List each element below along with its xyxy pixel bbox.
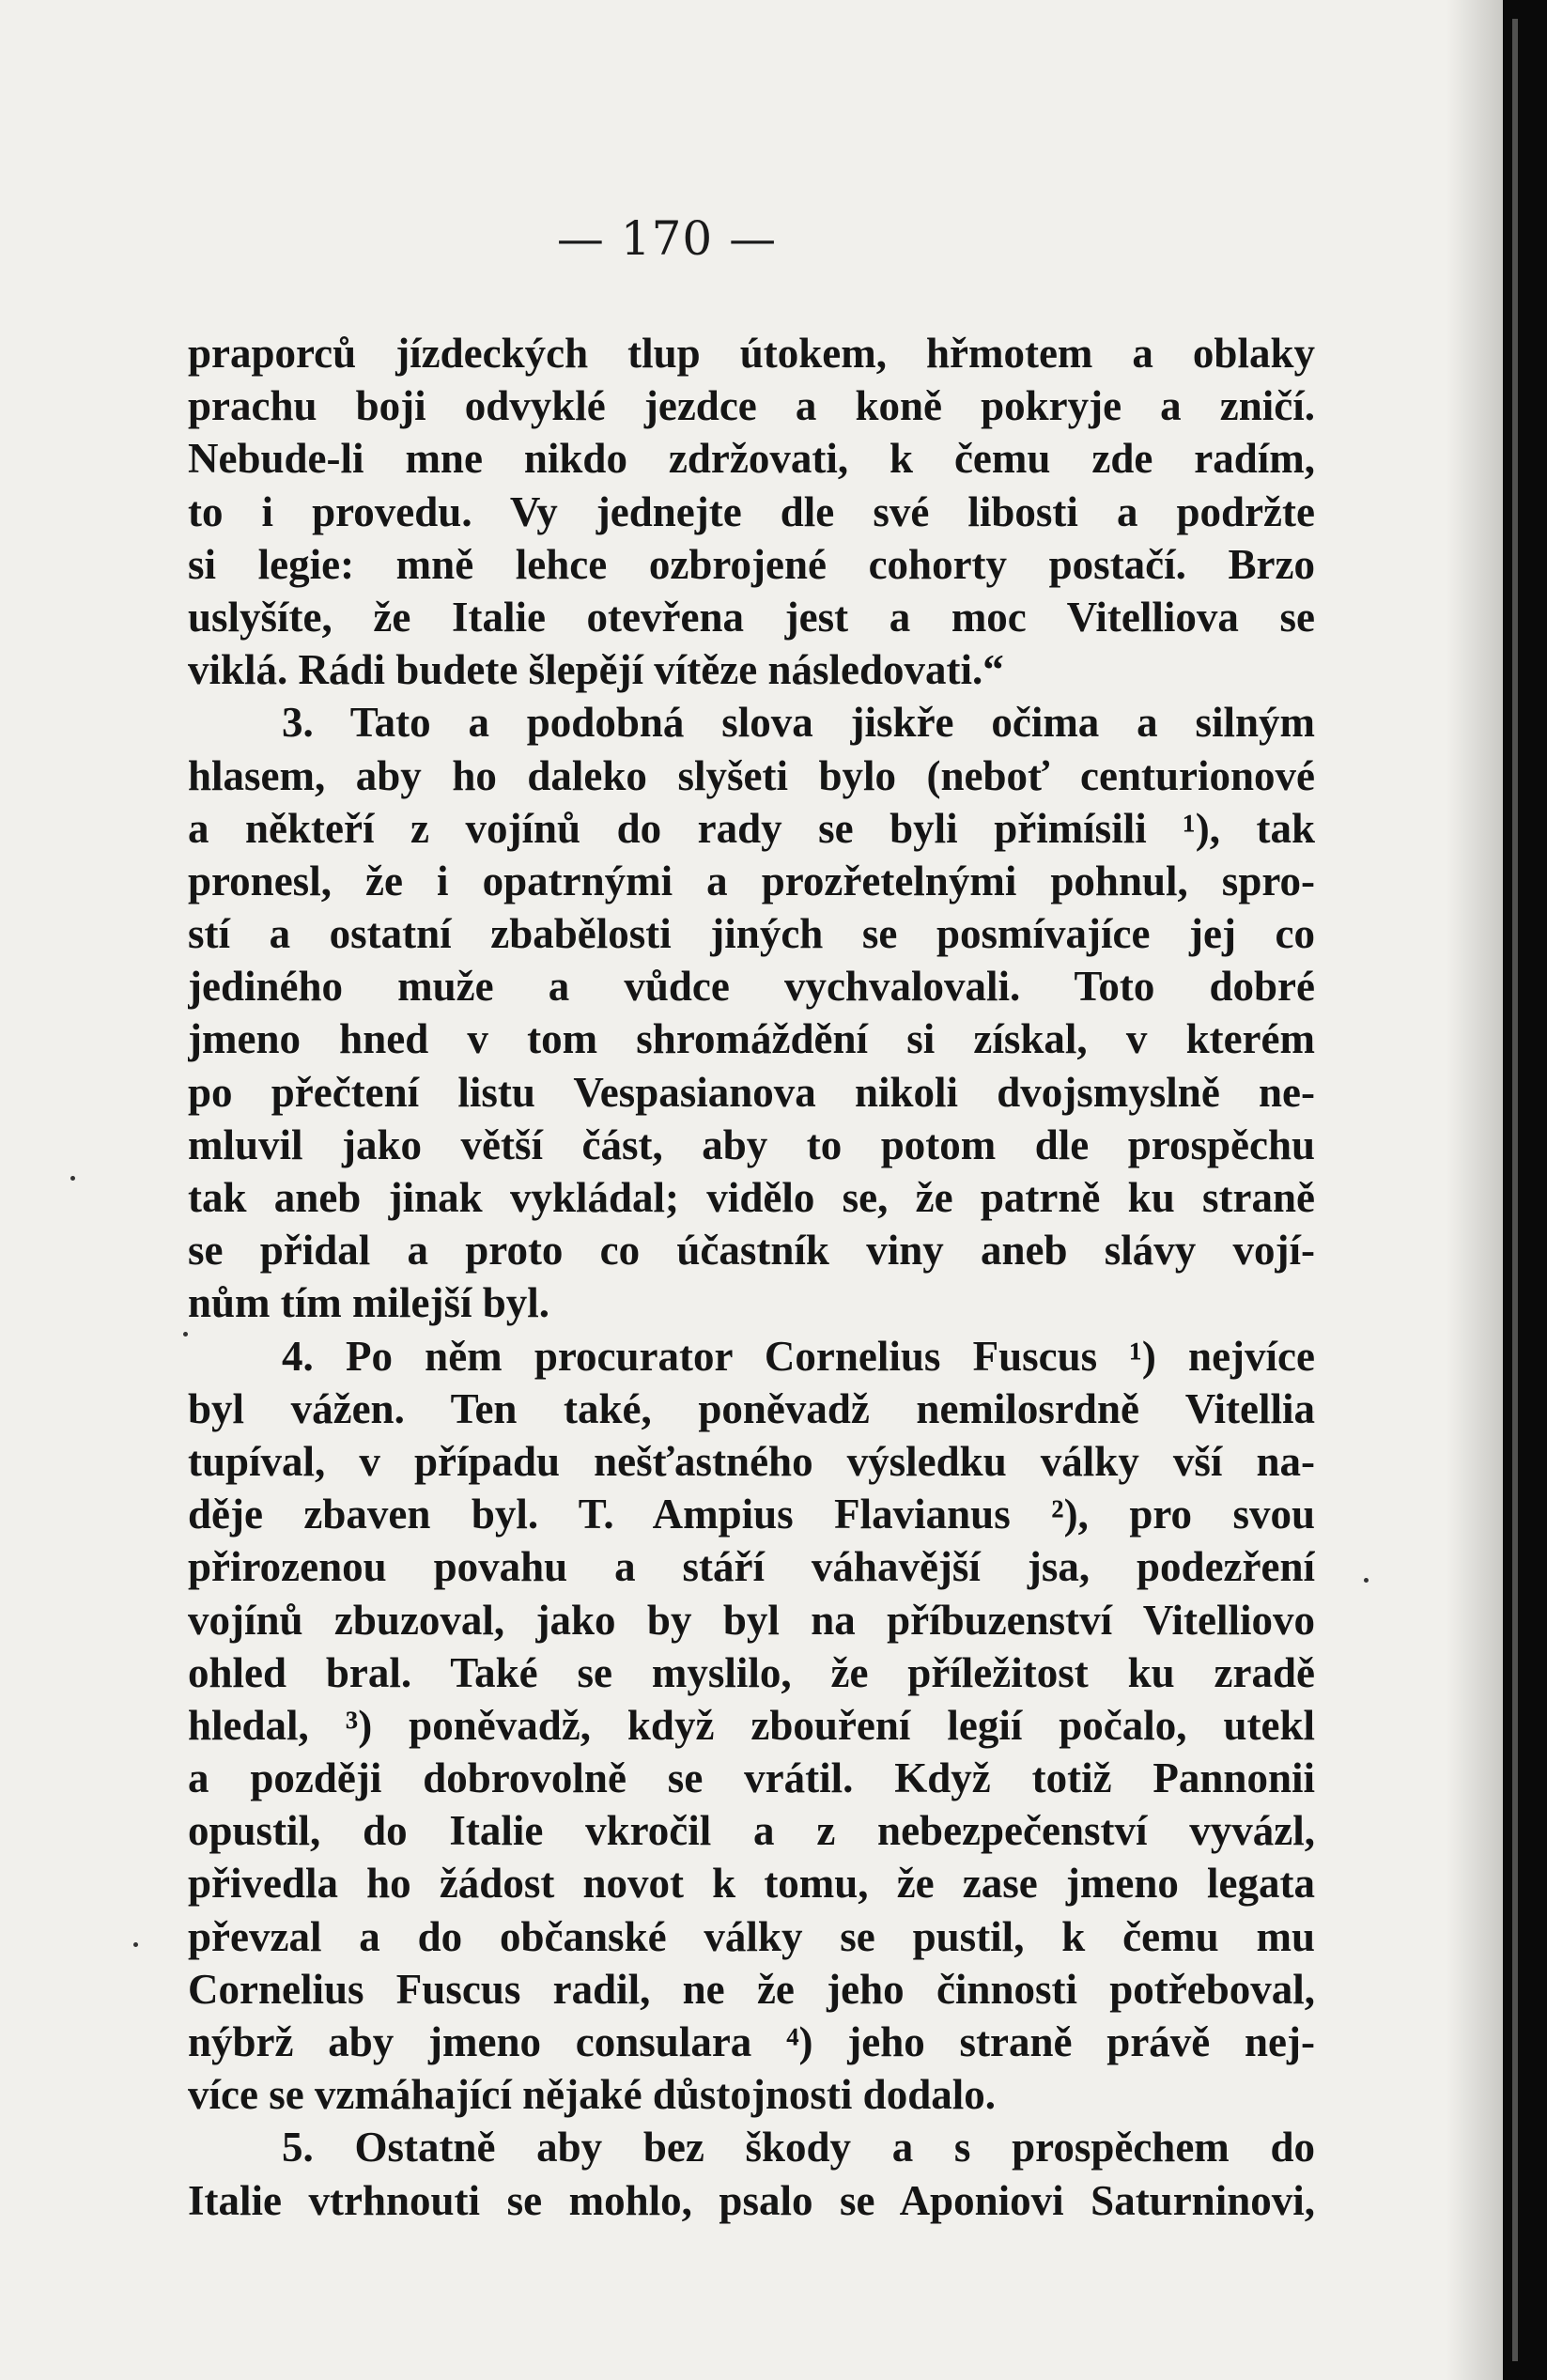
text-line: ohled bral. Také se myslilo, že příležitost ku zradě [188, 1648, 1315, 1696]
text-line: uslyšíte, že Italie otevřena jest a moc Vitelliova se [188, 593, 1315, 641]
text-line: opustil, do Italie vkročil a z nebezpečenství vyvázl, [188, 1807, 1315, 1855]
text-line: hledal, ³) poněvadž, když zbouření legií počalo, utekl [188, 1701, 1315, 1749]
text-line: praporců jízdeckých tlup útokem, hřmotem a oblaky [188, 330, 1315, 377]
text-line: jmeno hned v tom shromáždění si získal, v kterém [188, 1015, 1315, 1063]
body-text [188, 327, 1315, 2227]
text-line: stí a ostatní zbabělosti jiných se posmívajíce jej co [188, 910, 1315, 958]
text-line: 4. Po něm procurator Cornelius Fuscus ¹) nejvíce [282, 1332, 1315, 1380]
text-line: děje zbaven byl. T. Ampius Flavianus ²), pro svou [188, 1491, 1315, 1538]
text-line: nýbrž aby jmeno consulara ⁴) jeho straně právě nej- [188, 2018, 1315, 2065]
text-line: nům tím milejší byl. [188, 1279, 550, 1327]
text-line: byl vážen. Ten také, poněvadž nemilosrdně Vitellia [188, 1384, 1315, 1432]
text-line: prachu boji odvyklé jezdce a koně pokryje a zničí. [188, 382, 1315, 430]
text-line: Cornelius Fuscus radil, ne že jeho činnosti potřeboval, [188, 1965, 1315, 2013]
text-line: mluvil jako větší část, aby to potom dle prospěchu [188, 1120, 1315, 1168]
text-line: pronesl, že i opatrnými a prozřetelnými pohnul, spro- [188, 857, 1315, 904]
text-line: jediného muže a vůdce vychvalovali. Toto dobré [188, 963, 1315, 1011]
text-line: Italie vtrhnouti se mohlo, psalo se Aponiovi Saturninovi, [188, 2176, 1315, 2224]
speck [1364, 1578, 1369, 1583]
speck [183, 1332, 188, 1337]
text-line: tupíval, v případu nešťastného výsledku války vší na- [188, 1437, 1315, 1485]
text-line: 5. Ostatně aby bez škody a s prospěchem do [282, 2124, 1315, 2171]
text-line: 3. Tato a podobná slova jiskře očima a silným [282, 699, 1315, 747]
text-line: tak aneb jinak vykládal; vidělo se, že patrně ku straně [188, 1174, 1315, 1221]
speck [70, 1176, 75, 1181]
text-line: přirozenou povahu a stáří váhavější jsa, podezření [188, 1543, 1315, 1591]
text-line: převzal a do občanské války se pustil, k čemu mu [188, 1912, 1315, 1960]
page-number: — 170 — [556, 211, 778, 266]
scan-border-line [1512, 19, 1518, 2361]
text-line: a později dobrovolně se vrátil. Když totiž Pannonii [188, 1754, 1315, 1802]
text-line: to i provedu. Vy jednejte dle své libosti a podržte [188, 487, 1315, 535]
text-line: více se vzmáhající nějaké důstojnosti dodalo. [188, 2071, 996, 2119]
scan-border [1503, 0, 1547, 2380]
text-line: hlasem, aby ho daleko slyšeti bylo (neboť centurionové [188, 751, 1315, 799]
text-line: a někteří z vojínů do rady se byli přimísili ¹), tak [188, 804, 1315, 852]
page-edge-shadow [1446, 0, 1503, 2380]
text-line: Nebude-li mne nikdo zdržovati, k čemu zde radím, [188, 435, 1315, 483]
text-line: se přidal a proto co účastník viny aneb slávy vojí- [188, 1227, 1315, 1275]
text-line: přivedla ho žádost novot k tomu, že zase jmeno legata [188, 1860, 1315, 1908]
speck [133, 1942, 138, 1947]
text-line: vojínů zbuzoval, jako by byl na příbuzenství Vitelliovo [188, 1596, 1315, 1644]
text-line: si legie: mně lehce ozbrojené cohorty postačí. Brzo [188, 540, 1315, 588]
text-line: viklá. Rádi budete šlepějí vítěze následovati.“ [188, 646, 1004, 694]
text-line: po přečtení listu Vespasianova nikoli dvojsmyslně ne- [188, 1068, 1315, 1116]
